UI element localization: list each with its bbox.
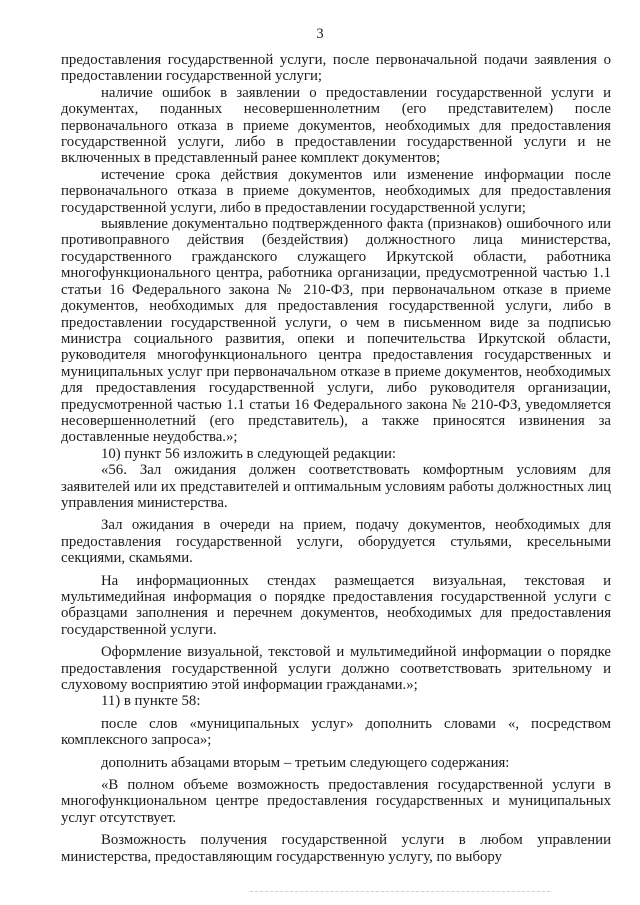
paragraph: дополнить абзацами вторым – третьим следующего содержания:: [101, 754, 510, 771]
paragraph: предоставления государственной услуги, после первоначальной подачи заявления о предоставлении государственной услуги;: [61, 52, 611, 85]
paragraph: после слов «муниципальных услуг» дополнить словами «, посредством комплексного запроса»;: [61, 715, 611, 749]
paragraph: «56. Зал ожидания должен соответствовать комфортным условиям для заявителей или их представителей и оптимальным условиям работы должностных лиц управления министерства.: [61, 462, 611, 511]
scan-artifact-line: [250, 891, 550, 893]
paragraph: На информационных стендах размещается визуальная, текстовая и мультимедийная информация о порядке предоставления государственной услуги с образцами заполнения и перечнем документов, необходимых для предоставления государственной услуги.: [61, 572, 611, 638]
paragraph: 11) в пункте 58:: [101, 693, 201, 710]
paragraph: истечение срока действия документов или изменение информации после первоначального отказа в приеме документов, необходимых для предоставления государственной услуги, либо в предоставлении государственной услуги;: [61, 166, 611, 216]
paragraph: наличие ошибок в заявлении о предоставлении государственной услуги и документах, поданных несовершеннолетним (его представителем) после первоначального отказа в приеме документов, необходимых для предоставления государственной услуги, либо в предоставлении государственной услуги и не включенных в представленный ранее комплект документов;: [61, 84, 611, 167]
paragraph: 10) пункт 56 изложить в следующей редакции:: [101, 445, 397, 462]
page-number: 3: [316, 26, 324, 42]
paragraph: Зал ожидания в очереди на прием, подачу документов, необходимых для предоставления государственной услуги, оборудуется стульями, кресельными секциями, скамьями.: [61, 517, 611, 567]
paragraph: «В полном объеме возможность предоставления государственной услуги в многофункциональном центре предоставления государственных и муниципальных услуг отсутствует.: [61, 777, 611, 826]
paragraph: выявление документально подтвержденного факта (признаков) ошибочного или противоправного действия (бездействия) должностного лица министерства, государственного гражданского служащего Иркутской области, работника многофункционального центра, работника организации, предусмотренной частью 1.1 статьи 16 Федерального закона № 210-ФЗ, при первоначальном отказе в приеме документов, необходимых для предоставления государственной услуги, либо в предоставлении государственной услуги, о чем в письменном виде за подписью министра социального развития, опеки и попечительства Иркутской области, руководителя многофункционального центра предоставления государственных и муниципальных услуг при первоначальном отказе в приеме документов, необходимых для предоставления государственной услуги, либо руководителя организации, предусмотренной частью 1.1 статьи 16 Федерального закона № 210-ФЗ, уведомляется несовершеннолетний (его представитель), а также приносятся извинения за доставленные неудобства.»;: [61, 216, 611, 446]
document-body: [61, 52, 611, 865]
paragraph: Возможность получения государственной услуги в любом управлении министерства, предоставляющим государственную услугу, по выбору: [61, 832, 611, 865]
paragraph: Оформление визуальной, текстовой и мультимедийной информации о порядке предоставления государственной услуги должно соответствовать зрительному и слуховому восприятию этой информации гражданами.»;: [61, 644, 611, 694]
